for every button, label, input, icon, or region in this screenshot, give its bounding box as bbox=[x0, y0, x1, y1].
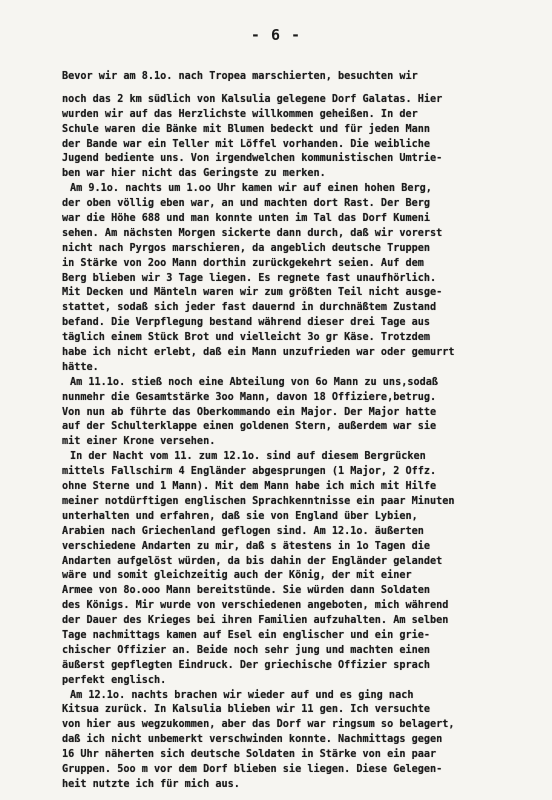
text-line: der oben völlig eben war, an und machten dort Rast. Der Berg bbox=[62, 198, 431, 210]
text-line: Andarten aufgelöst würden, da bis dahin der Engländer gelandet bbox=[62, 555, 443, 567]
text-line: hätte. bbox=[62, 361, 99, 373]
text-line: Am 11.1o. stieß noch eine Abteilung von 6o Mann zu uns,sodaß bbox=[70, 376, 439, 388]
text-line: sehen. Am nächsten Morgen sickerte dann durch, daß wir vorerst bbox=[62, 227, 443, 239]
text-line: chischer Offizier an. Beide noch sehr jung und machten einen bbox=[62, 644, 431, 656]
text-line: wäre und somit gleichzeitig auch der König, der mit einer bbox=[62, 570, 412, 582]
text-line: verschiedene Andarten zu mir, daß s ätestens in 1o Tagen die bbox=[62, 540, 431, 552]
text-line: heit nutzte ich für mich aus. bbox=[62, 778, 240, 790]
text-line: meiner notdürftigen englischen Sprachkenntnisse ein paar Minuten bbox=[62, 495, 455, 507]
text-line: In der Nacht vom 11. zum 12.1o. sind auf diesem Bergrücken bbox=[70, 451, 426, 463]
text-line: täglich einem Stück Brot und vielleicht 3o gr Käse. Trotzdem bbox=[62, 332, 431, 344]
text-line: Am 9.1o. nachts um 1.oo Uhr kamen wir auf einen hohen Berg, bbox=[70, 183, 432, 195]
text-line: perfekt englisch. bbox=[62, 674, 167, 686]
text-line: war die Höhe 688 und man konnte unten im Tal das Dorf Kumeni bbox=[62, 213, 431, 225]
text-line: ohne Sterne und 1 Mann). Mit dem Mann habe ich mich mit Hilfe bbox=[62, 481, 437, 493]
text-line: des Königs. Mir wurde von verschiedenen angeboten, mich während bbox=[62, 600, 449, 612]
text-line: Kitsua zurück. In Kalsulia blieben wir 11 gen. Ich versuchte bbox=[62, 704, 431, 716]
text-line: in Stärke von 2oo Mann dorthin zurückgekehrt seien. Auf dem bbox=[62, 257, 424, 269]
text-line: äußerst gepflegten Eindruck. Der griechische Offizier sprach bbox=[62, 659, 431, 671]
text-line: Mit Decken und Mänteln waren wir zum größten Teil nicht ausge- bbox=[62, 287, 443, 299]
text-line: Von nun ab führte das Oberkommando ein Major. Der Major hatte bbox=[62, 406, 437, 418]
text-line: habe ich nicht erlebt, daß ein Mann unzufrieden war oder gemurrt bbox=[62, 347, 455, 359]
text-line: Armee von 8o.ooo Mann bereitstünde. Sie würden dann Soldaten bbox=[62, 585, 431, 597]
text-line: Tage nachmittags kamen auf Esel ein englischer und ein grie- bbox=[62, 629, 431, 641]
text-line: ben war hier nicht das Geringste zu merken. bbox=[62, 168, 326, 180]
text-line: unterhalten und erfahren, daß sie von England über Lybien, bbox=[62, 510, 418, 522]
page-number: - 6 - bbox=[250, 26, 302, 44]
text-line: Berg blieben wir 3 Tage liegen. Es regnete fast unaufhörlich. bbox=[62, 272, 437, 284]
text-line: nicht nach Pyrgos marschieren, da angeblich deutsche Truppen bbox=[62, 242, 431, 254]
text-line: wurden wir auf das Herzlichste willkommen geheißen. In der bbox=[62, 108, 418, 120]
text-line: nunmehr die Gesamtstärke 3oo Mann, davon 18 Offiziere,betrug. bbox=[62, 391, 437, 403]
text-line: daß ich nicht unbemerkt verschwinden konnte. Nachmittags gegen bbox=[62, 734, 443, 746]
text-line: Gruppen. 5oo m vor dem Dorf blieben sie liegen. Diese Gelegen- bbox=[62, 763, 443, 775]
text-line: Am 12.1o. nachts brachen wir wieder auf und es ging nach bbox=[70, 689, 414, 701]
text-line: Bevor wir am 8.1o. nach Tropea marschierten, besuchten wir bbox=[62, 71, 418, 82]
body-text bbox=[62, 70, 522, 793]
text-line: 16 Uhr näherten sich deutsche Soldaten in Stärke von ein paar bbox=[62, 749, 437, 761]
text-line: befand. Die Verpflegung bestand während dieser drei Tage aus bbox=[62, 317, 431, 329]
text-line: Schule waren die Bänke mit Blumen bedeckt und für jeden Mann bbox=[62, 123, 431, 135]
text-line: Arabien nach Griechenland geflogen sind. Am 12.1o. äußerten bbox=[62, 525, 424, 537]
text-line bbox=[62, 85, 522, 93]
text-line: der Dauer des Krieges bei ihren Familien aufzuhalten. Am selben bbox=[62, 615, 449, 627]
text-line: mittels Fallschirm 4 Engländer abgesprungen (1 Major, 2 Offz. bbox=[62, 466, 437, 478]
text-line: der Bande war ein Teller mit Löffel vorhanden. Die weibliche bbox=[62, 138, 431, 150]
text-line: von hier aus wegzukommen, aber das Dorf war ringsum so belagert, bbox=[62, 719, 455, 731]
text-line: Jugend bediente uns. Von irgendwelchen kommunistischen Umtrie- bbox=[62, 153, 443, 165]
text-line: noch das 2 km südlich von Kalsulia gelegene Dorf Galatas. Hier bbox=[62, 93, 443, 105]
text-line: auf der Schulterklappe einen goldenen Stern, außerdem war sie bbox=[62, 421, 437, 433]
text-line: stattet, sodaß sich jeder fast dauernd in durchnäßtem Zustand bbox=[62, 302, 437, 314]
text-line: mit einer Krone versehen. bbox=[62, 436, 216, 448]
